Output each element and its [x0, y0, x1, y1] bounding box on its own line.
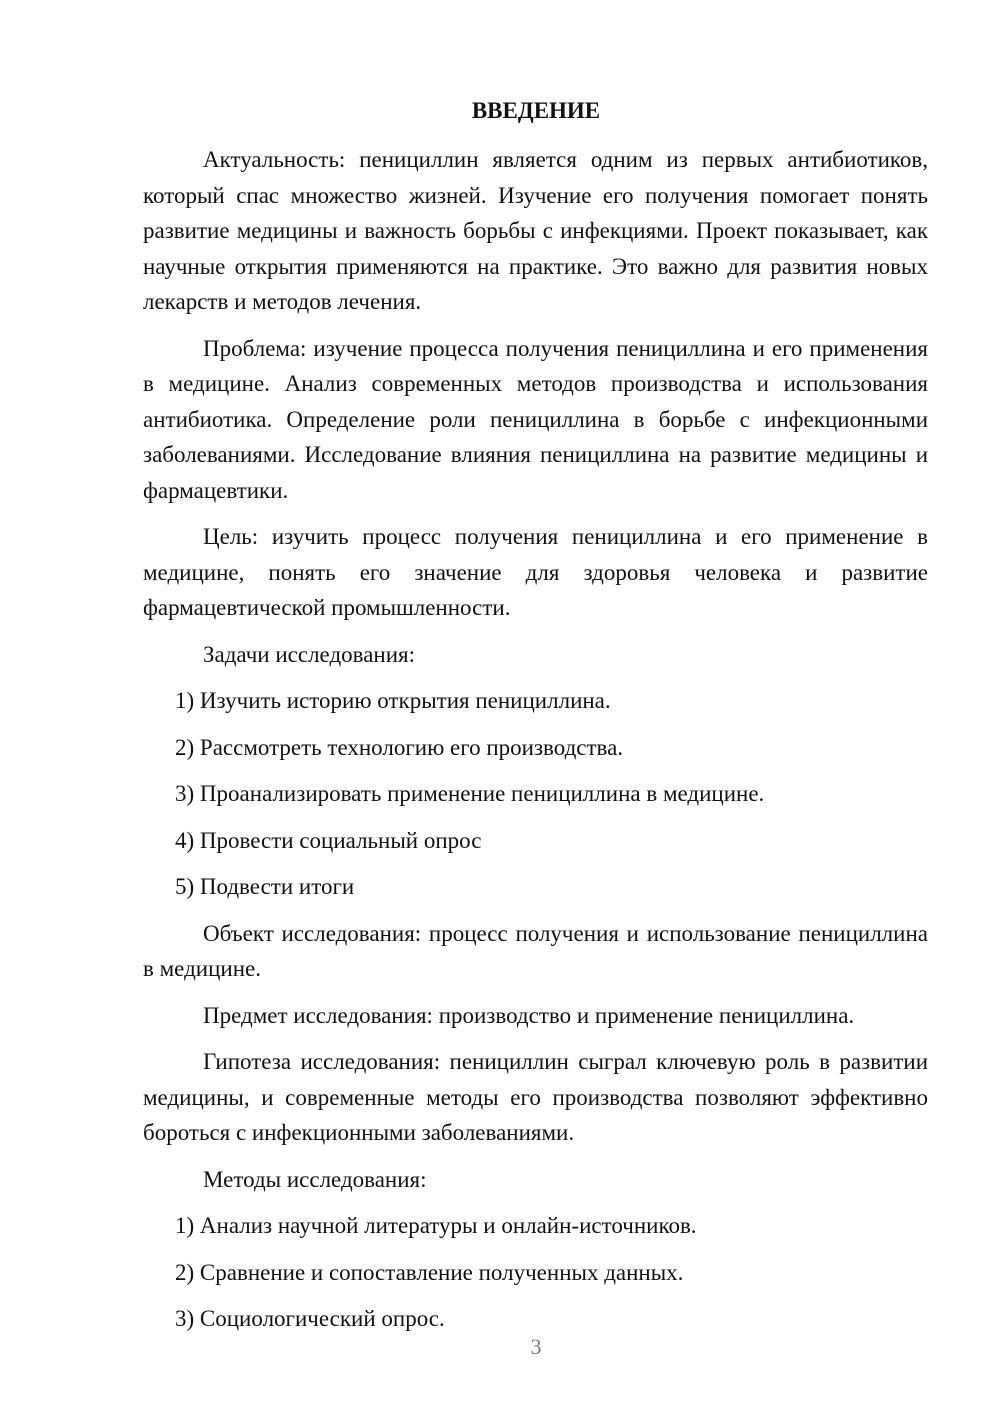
subject-paragraph: Предмет исследования: производство и применение пенициллина.: [203, 1002, 855, 1028]
tasks-heading: Задачи исследования:: [203, 641, 416, 667]
document-body: [143, 142, 928, 1337]
list-item: 4) Провести социальный опрос: [175, 827, 482, 853]
list-item: 2) Рассмотреть технологию его производства.: [175, 734, 624, 760]
page-title: ВВЕДЕНИЕ: [471, 98, 601, 123]
goal-paragraph: Цель: изучить процесс получения пенициллина и его применение в медицине, понять его значение для здоровья человека и развитие фармацевтической промышленности.: [143, 524, 928, 620]
list-item: 1) Изучить историю открытия пенициллина.: [175, 688, 611, 713]
list-item: 5) Подвести итоги: [175, 874, 355, 899]
tasks-list: [143, 683, 928, 905]
hypothesis-paragraph: Гипотеза исследования: пенициллин сыграл ключевую роль в развитии медицины, и современные методы его производства позволяют эффективно бороться с инфекционными заболеваниями.: [143, 1049, 928, 1145]
methods-heading: Методы исследования:: [203, 1166, 427, 1192]
page-number: 3: [530, 1334, 542, 1359]
list-item: 3) Социологический опрос.: [175, 1306, 445, 1331]
list-item: 2) Сравнение и сопоставление полученных данных.: [175, 1259, 684, 1285]
methods-list: [143, 1208, 928, 1337]
object-paragraph: Объект исследования: процесс получения и использование пенициллина в медицине.: [143, 920, 928, 981]
relevance-paragraph: Актуальность: пенициллин является одним из первых антибиотиков, который спас множество жизней. Изучение его получения помогает понять развитие медицины и важность борьбы с инфекциями. Проект показывает, как научные открытия применяются на практике. Это важно для развития новых лекарств и методов лечения.: [143, 147, 928, 314]
list-item: 1) Анализ научной литературы и онлайн-источников.: [175, 1213, 697, 1238]
list-item: 3) Проанализировать применение пенициллина в медицине.: [175, 781, 765, 806]
problem-paragraph: Проблема: изучение процесса получения пенициллина и его применения в медицине. Анализ современных методов производства и использования антибиотика. Определение роли пенициллина в борьбе с инфекционными заболеваниями. Исследование влияния пенициллина на развитие медицины и фармацевтики.: [143, 335, 928, 503]
